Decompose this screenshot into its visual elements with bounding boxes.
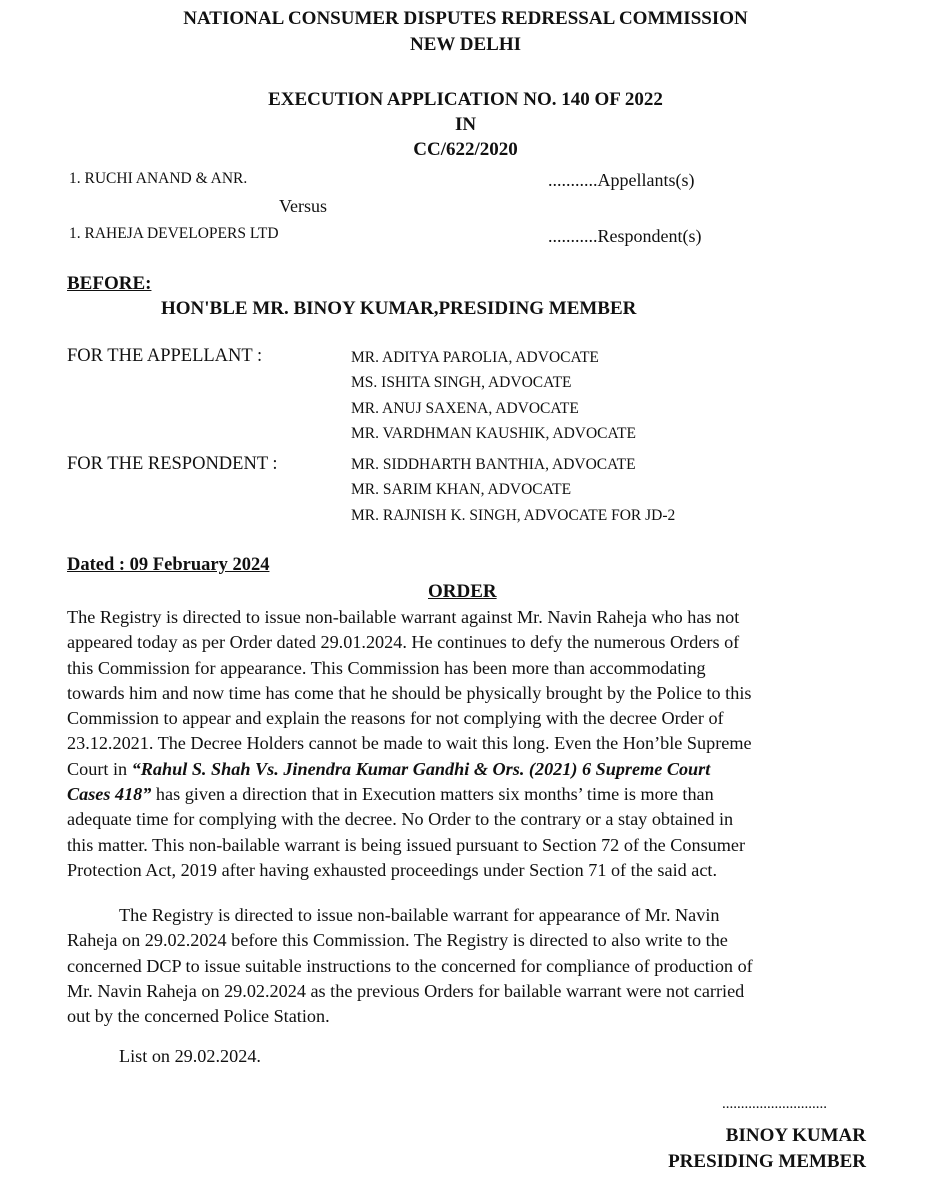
paragraph-text: has given a direction that in Execution matters six months’ time is more than	[151, 784, 714, 805]
counsel-name: MR. ANUJ SAXENA, ADVOCATE	[351, 400, 579, 417]
versus: Versus	[279, 196, 327, 216]
respondent-name: 1. RAHEJA DEVELOPERS LTD	[69, 225, 279, 242]
counsel-name: MR. SIDDHARTH BANTHIA, ADVOCATE	[351, 456, 636, 473]
paragraph-line	[67, 757, 867, 782]
respondent-role: ...........Respondent(s)	[548, 226, 702, 246]
paragraph-line: Commission to appear and explain the reasons for not complying with the decree Order of	[67, 708, 724, 729]
case-title: EXECUTION APPLICATION NO. 140 OF 2022	[268, 89, 663, 110]
counsel-name: MR. VARDHMAN KAUSHIK, ADVOCATE	[351, 425, 636, 442]
listing-date: List on 29.02.2024.	[119, 1046, 261, 1066]
case-citation: “Rahul S. Shah Vs. Jinendra Kumar Gandhi & Ors. (2021) 6 Supreme Court	[131, 758, 711, 779]
counsel-name: MR. RAJNISH K. SINGH, ADVOCATE FOR JD-2	[351, 507, 676, 524]
paragraph-line: towards him and now time has come that he should be physically brought by the Police to this	[67, 682, 752, 703]
paragraph-line: The Registry is directed to issue non-bailable warrant for appearance of Mr. Navin	[119, 905, 720, 925]
counsel-name: MS. ISHITA SINGH, ADVOCATE	[351, 374, 572, 391]
order-paragraph-1	[67, 605, 867, 883]
order-heading: ORDER	[428, 581, 497, 602]
paragraph-line	[67, 782, 867, 807]
commission-name: NATIONAL CONSUMER DISPUTES REDRESSAL COMMISSION	[183, 8, 748, 29]
counsel-name: MR. ADITYA PAROLIA, ADVOCATE	[351, 349, 599, 366]
counsel-name: MR. SARIM KHAN, ADVOCATE	[351, 481, 572, 498]
signature-line: ............................	[722, 1096, 827, 1112]
order-paragraph-2	[67, 903, 867, 1029]
order-date: Dated : 09 February 2024	[67, 555, 270, 575]
case-in: IN	[454, 114, 477, 135]
signatory-name: BINOY KUMAR	[725, 1125, 866, 1146]
respondent-counsel-label: FOR THE RESPONDENT :	[67, 454, 278, 474]
paragraph-line: concerned DCP to issue suitable instructions to the concerned for compliance of production of	[67, 955, 753, 976]
complaint-number: CC/622/2020	[413, 139, 518, 160]
presiding-member: HON'BLE MR. BINOY KUMAR,PRESIDING MEMBER	[161, 298, 637, 319]
appellant-role: ...........Appellants(s)	[548, 170, 695, 190]
paragraph-line: this matter. This non-bailable warrant is being issued pursuant to Section 72 of the Consumer	[67, 834, 746, 855]
paragraph-line: Raheja on 29.02.2024 before this Commission. The Registry is directed to also write to the	[67, 930, 728, 951]
paragraph-line: appeared today as per Order dated 29.01.2024. He continues to defy the numerous Orders of	[67, 632, 740, 653]
paragraph-line: adequate time for complying with the decree. No Order to the contrary or a stay obtained in	[67, 809, 734, 830]
appellant-counsel-label: FOR THE APPELLANT :	[67, 346, 263, 366]
paragraph-line: 23.12.2021. The Decree Holders cannot be made to wait this long. Even the Hon’ble Supreme	[67, 733, 752, 754]
before-label: BEFORE:	[67, 273, 152, 294]
case-citation: Cases 418”	[67, 784, 152, 805]
paragraph-line: Protection Act, 2019 after having exhausted proceedings under Section 71 of the said act.	[67, 859, 718, 880]
appellant-name: 1. RUCHI ANAND & ANR.	[69, 170, 248, 187]
commission-location: NEW DELHI	[409, 34, 522, 55]
paragraph-text: Court in	[67, 758, 132, 779]
signatory-designation: PRESIDING MEMBER	[668, 1151, 866, 1172]
paragraph-line: The Registry is directed to issue non-bailable warrant against Mr. Navin Raheja who has not	[67, 607, 740, 627]
paragraph-line: this Commission for appearance. This Commission has been more than accommodating	[67, 657, 706, 678]
paragraph-line: out by the concerned Police Station.	[67, 1006, 330, 1027]
paragraph-line: Mr. Navin Raheja on 29.02.2024 as the previous Orders for bailable warrant were not carried	[67, 980, 745, 1001]
